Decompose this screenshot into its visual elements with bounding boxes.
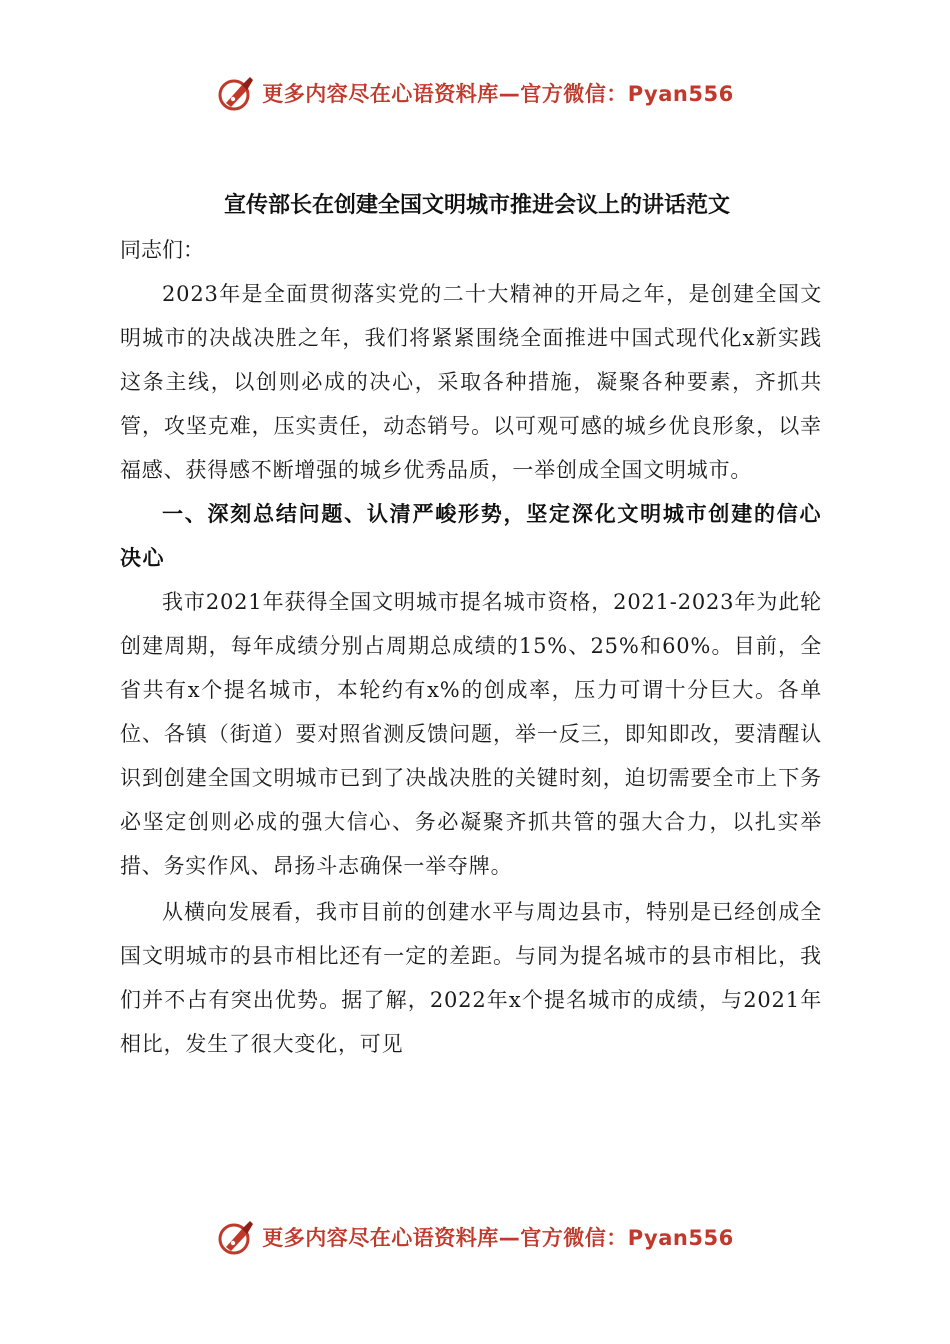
watermark-text: 更多内容尽在心语资料库—官方微信：Pyan556	[262, 82, 734, 106]
pen-nib-logo-icon	[216, 73, 256, 113]
salutation: 同志们：	[120, 238, 204, 262]
watermark-banner-bottom	[0, 1212, 950, 1262]
document-title: 宣传部长在创建全国文明城市推进会议上的讲话范文	[223, 193, 730, 218]
section-heading: 一、深刻总结问题、认清严峻形势，坚定深化文明城市创建的信心决心	[120, 502, 822, 570]
body-paragraph: 从横向发展看，我市目前的创建水平与周边县市，特别是已经创成全国文明城市的县市相比还有一定的差距。与同为提名城市的县市相比，我们并不占有突出优势。据了解，2022年x个提名城市的成绩，与2021年相比，发生了很大变化，可见	[120, 900, 822, 1056]
pen-nib-logo-icon	[216, 1217, 256, 1257]
body-paragraph: 我市2021年获得全国文明城市提名城市资格，2021-2023年为此轮创建周期，每年成绩分别占周期总成绩的15%、25%和60%。目前，全省共有x个提名城市，本轮约有x%的创成率，压力可谓十分巨大。各单位、各镇（街道）要对照省测反馈问题，举一反三，即知即改，要清醒认识到创建全国文明城市已到了决战决胜的关键时刻，迫切需要全市上下务必坚定创则必成的强大信心、务必凝聚齐抓共管的强大合力，以扎实举措、务实作风、昂扬斗志确保一举夺牌。	[120, 590, 822, 878]
watermark-banner-top	[0, 68, 950, 118]
document-body	[120, 184, 822, 1066]
intro-paragraph: 2023年是全面贯彻落实党的二十大精神的开局之年，是创建全国文明城市的决战决胜之年，我们将紧紧围绕全面推进中国式现代化x新实践这条主线，以创则必成的决心，采取各种措施，凝聚各种要素，齐抓共管，攻坚克难，压实责任，动态销号。以可观可感的城乡优良形象，以幸福感、获得感不断增强的城乡优秀品质，一举创成全国文明城市。	[120, 282, 822, 482]
watermark-text: 更多内容尽在心语资料库—官方微信：Pyan556	[262, 1226, 734, 1250]
